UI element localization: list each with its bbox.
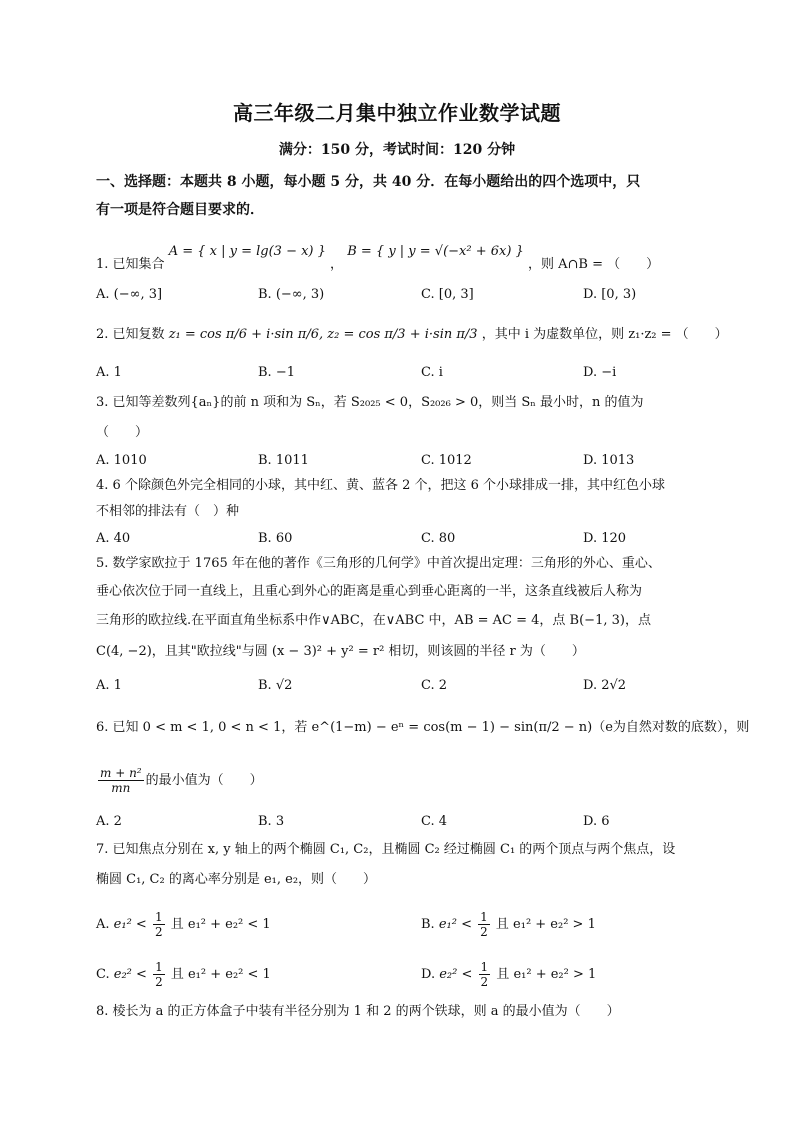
q7-option-a-numerator: 1 xyxy=(154,910,163,924)
q7-option-c-label: C. xyxy=(96,967,110,982)
q7-option-c-fraction xyxy=(153,960,165,989)
q4-option-b: B. 60 xyxy=(258,531,293,546)
question-6-line2 xyxy=(96,766,263,795)
q2-prefix: 2. 已知复数 xyxy=(96,327,165,342)
q3-option-a: A. 1010 xyxy=(96,453,147,468)
q3-option-c: C. 1012 xyxy=(421,453,472,468)
question-3-line2: （ ） xyxy=(96,425,149,440)
q7-option-d-denominator: 2 xyxy=(480,975,489,989)
q6-option-c: C. 4 xyxy=(421,814,448,829)
q2-option-d: D. −i xyxy=(583,365,617,380)
q3-option-b: B. 1011 xyxy=(258,453,309,468)
page-title: 高三年级二月集中独立作业数学试题 xyxy=(233,101,561,125)
question-6-line1: 6. 已知 0 < m < 1, 0 < n < 1，若 e^(1−m) − eⁿ = cos(m − 1) − sin(π/2 − n)（e为自然对数的底数），则 xyxy=(96,720,750,735)
q5-option-b: B. √2 xyxy=(258,678,293,693)
section-heading-line2: 有一项是符合题目要求的． xyxy=(96,202,264,218)
q5-option-a: A. 1 xyxy=(96,678,122,693)
q2-suffix: ，其中 i 为虚数单位，则 z₁·z₂ = （ ） xyxy=(481,327,728,342)
q6-option-d: D. 6 xyxy=(583,814,610,829)
q7-option-a-label: A. xyxy=(96,917,110,932)
question-4-line1: 4. 6 个除颜色外完全相同的小球，其中红、黄、蓝各 2 个，把这 6 个小球排成一排，其中红色小球 xyxy=(96,478,666,493)
q1-option-d: D. [0, 3) xyxy=(583,287,637,302)
q2-expression: z₁ = cos π/6 + i·sin π/6, z₂ = cos π/3 + i·sin π/3 xyxy=(168,327,478,342)
q1-option-b: B. (−∞, 3) xyxy=(258,287,325,302)
question-4-line2: 不相邻的排法有（ ）种 xyxy=(96,504,240,519)
q1-suffix: ，则 A∩B = （ ） xyxy=(527,257,660,272)
question-5-line4: C(4, −2)，且其"欧拉线"与圆 (x − 3)² + y² = r² 相切，则该圆的半径 r 为（ ） xyxy=(96,644,585,659)
q6-fraction-numerator: m + n² xyxy=(100,766,142,780)
q7-option-b-right: 且 e₁² + e₂² > 1 xyxy=(495,917,596,932)
q6-fraction-denominator: mn xyxy=(111,781,131,795)
q1-option-a: A. (−∞, 3] xyxy=(96,287,163,302)
q2-option-c: C. i xyxy=(421,365,443,380)
q7-option-b-numerator: 1 xyxy=(480,910,488,924)
q5-option-c: C. 2 xyxy=(421,678,448,693)
q7-option-a-denominator: 2 xyxy=(154,925,163,939)
q7-option-a-fraction xyxy=(153,910,165,939)
q5-option-d: D. 2√2 xyxy=(583,678,627,693)
q6-fraction xyxy=(98,766,144,795)
q1-option-c: C. [0, 3] xyxy=(421,287,474,302)
q7-option-d-fraction xyxy=(479,960,491,989)
q7-option-d-label: D. xyxy=(421,967,436,982)
q1-comma: ， xyxy=(330,257,344,272)
q4-option-d: D. 120 xyxy=(583,531,627,546)
q7-option-d-right: 且 e₁² + e₂² > 1 xyxy=(496,967,597,982)
q3-option-d: D. 1013 xyxy=(583,453,635,468)
q2-option-a: A. 1 xyxy=(96,365,122,380)
section-heading-line1: 一、选择题：本题共 8 小题，每小题 5 分，共 40 分．在每小题给出的四个选项中，只 xyxy=(96,174,641,190)
question-1 xyxy=(96,244,660,275)
q7-option-b-denominator: 2 xyxy=(480,925,488,939)
q2-option-b: B. −1 xyxy=(258,365,295,380)
q7-option-b-fraction xyxy=(478,910,490,939)
exam-subtitle: 满分：150 分，考试时间：120 分钟 xyxy=(278,142,516,158)
q7-option-c xyxy=(96,960,271,989)
q1-set-b: B = { y | y = √(−x² + 6x) } xyxy=(347,244,524,259)
q7-option-c-right: 且 e₁² + e₂² < 1 xyxy=(170,967,271,982)
q7-option-a xyxy=(96,910,271,939)
question-3-line1: 3. 已知等差数列{aₙ}的前 n 项和为 Sₙ，若 S₂₀₂₅ < 0，S₂₀₂₆ > 0，则当 Sₙ 最小时，n 的值为 xyxy=(96,395,644,410)
q4-option-c: C. 80 xyxy=(421,531,456,546)
q4-option-a: A. 40 xyxy=(96,531,131,546)
q1-set-a: A = { x | y = lg(3 − x) } xyxy=(168,244,326,259)
q7-option-c-denominator: 2 xyxy=(155,975,163,989)
q6-option-b: B. 3 xyxy=(258,814,285,829)
q7-option-a-right: 且 e₁² + e₂² < 1 xyxy=(170,917,271,932)
q7-option-d-numerator: 1 xyxy=(480,960,489,974)
q7-option-a-left: e₁² < xyxy=(113,917,147,932)
q6-line2-suffix: 的最小值为（ ） xyxy=(145,773,263,788)
question-5-line3: 三角形的欧拉线.在平面直角坐标系中作∨ABC，在∨ABC 中，AB = AC = 4，点 B(−1, 3)，点 xyxy=(96,613,651,628)
q7-option-c-numerator: 1 xyxy=(155,960,163,974)
question-8-line1: 8. 棱长为 a 的正方体盒子中装有半径分别为 1 和 2 的两个铁球，则 a 的最小值为（ ） xyxy=(96,1004,620,1019)
question-7-line2: 椭圆 C₁, C₂ 的离心率分别是 e₁, e₂，则（ ） xyxy=(96,872,377,887)
q6-option-a: A. 2 xyxy=(96,814,122,829)
q7-option-d xyxy=(421,960,596,989)
q1-prefix: 1. 已知集合 xyxy=(96,257,165,272)
q7-option-b xyxy=(421,910,596,939)
q7-option-b-left: e₁² < xyxy=(438,917,472,932)
question-2 xyxy=(96,325,728,345)
q7-option-c-left: e₂² < xyxy=(113,967,147,982)
question-7-line1: 7. 已知焦点分别在 x, y 轴上的两个椭圆 C₁, C₂，且椭圆 C₂ 经过椭圆 C₁ 的两个顶点与两个焦点，设 xyxy=(96,842,676,857)
q7-option-d-left: e₂² < xyxy=(439,967,473,982)
question-5-line1: 5. 数学家欧拉于 1765 年在他的著作《三角形的几何学》中首次提出定理：三角形的外心、重心、 xyxy=(96,556,661,571)
question-5-line2: 垂心依次位于同一直线上，且重心到外心的距离是重心到垂心距离的一半，这条直线被后人称为 xyxy=(96,584,643,599)
q7-option-b-label: B. xyxy=(421,917,435,932)
